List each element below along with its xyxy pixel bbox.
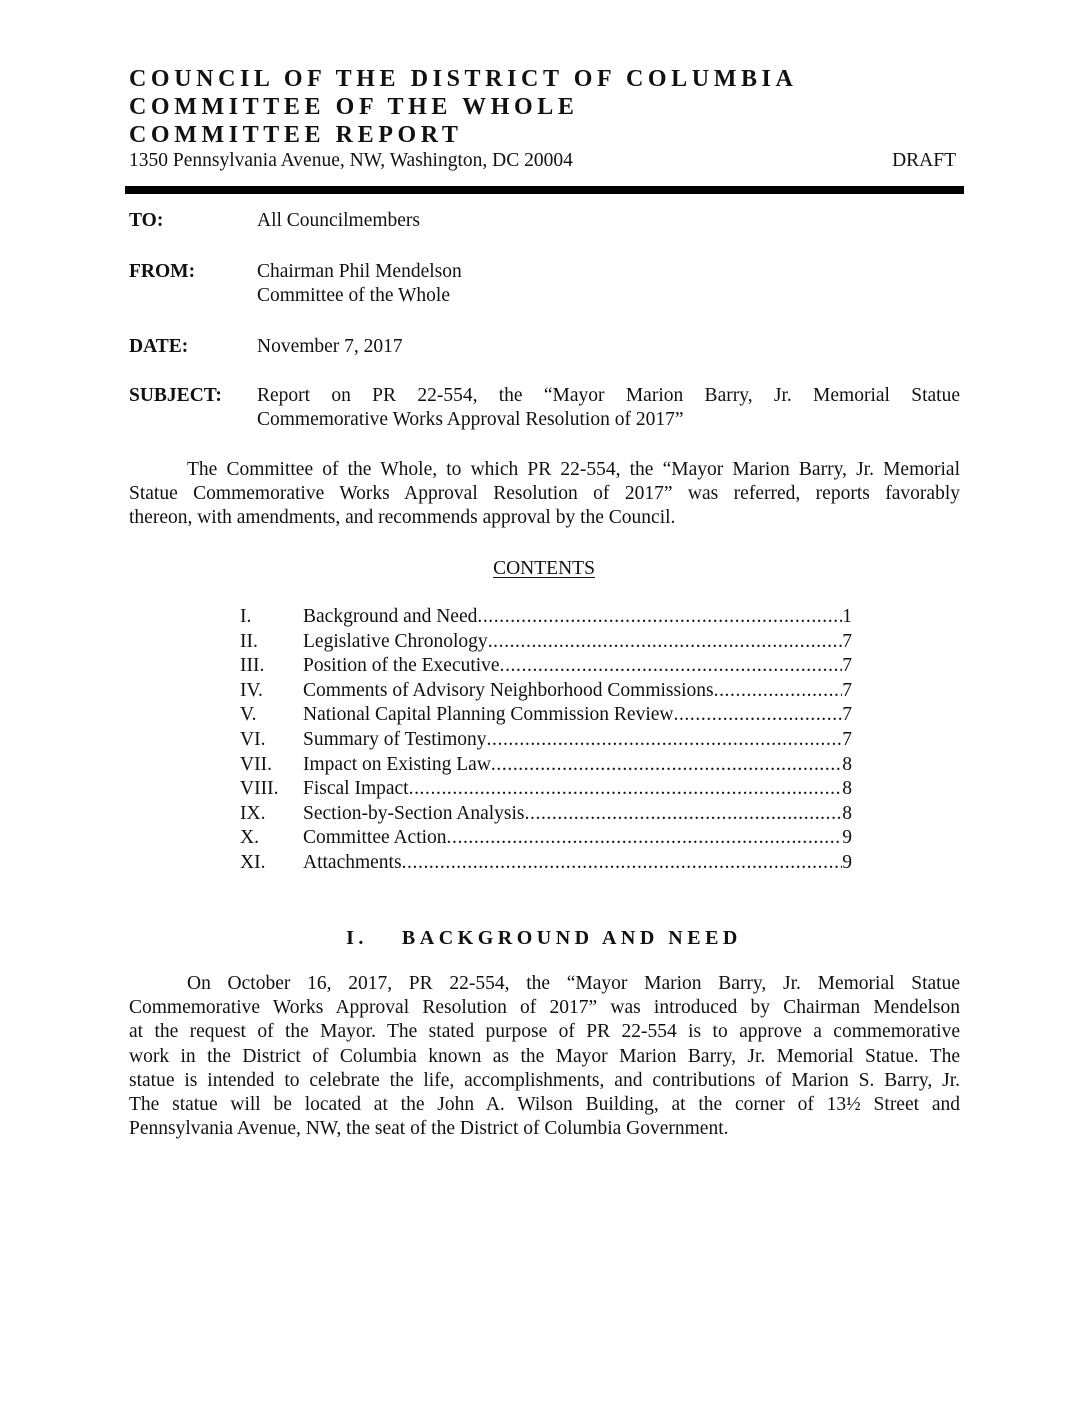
toc-entry-page: 8 bbox=[842, 802, 852, 824]
toc-entry-number: III. bbox=[240, 655, 265, 677]
draft-status-label: DRAFT bbox=[892, 150, 956, 171]
body-line: statue is intended to celebrate the life, accomplishments, and contributions of Marion S. Barry, Jr. bbox=[129, 1069, 960, 1091]
toc-entry-number: X. bbox=[240, 827, 259, 849]
council-address: 1350 Pennsylvania Avenue, NW, Washington, DC 20004 bbox=[129, 150, 573, 171]
toc-entry bbox=[240, 654, 852, 679]
toc-entry-number: IX. bbox=[240, 802, 266, 824]
toc-entry bbox=[240, 728, 852, 753]
toc-entry bbox=[240, 605, 852, 630]
toc-entry bbox=[240, 703, 852, 728]
table-of-contents bbox=[240, 605, 852, 876]
toc-entry-body bbox=[303, 753, 852, 777]
toc-entry bbox=[240, 630, 852, 655]
committee-name-heading: COMMITTEE OF THE WHOLE bbox=[129, 94, 579, 120]
toc-entry bbox=[240, 802, 852, 827]
section-number: I. bbox=[346, 927, 368, 949]
toc-entry-page: 8 bbox=[842, 778, 852, 800]
intro-paragraph bbox=[129, 458, 960, 531]
section-heading bbox=[0, 926, 1088, 950]
toc-entry-page: 7 bbox=[842, 655, 852, 677]
contents-title: CONTENTS bbox=[493, 558, 595, 579]
toc-entry-number: I. bbox=[240, 606, 252, 627]
toc-leader-dots bbox=[714, 679, 843, 703]
toc-entry-number: VI. bbox=[240, 728, 266, 750]
toc-entry-body bbox=[303, 679, 852, 703]
toc-entry-title: Comments of Advisory Neighborhood Commissions bbox=[303, 679, 714, 701]
toc-entry bbox=[240, 679, 852, 704]
toc-entry-number: XI. bbox=[240, 851, 266, 873]
toc-entry-body bbox=[303, 654, 852, 678]
subject-line: Commemorative Works Approval Resolution of 2017” bbox=[257, 409, 684, 430]
toc-leader-dots bbox=[491, 753, 842, 777]
toc-entry-title: Position of the Executive bbox=[303, 655, 500, 677]
date-label: DATE: bbox=[129, 336, 189, 357]
toc-entry-number: VII. bbox=[240, 753, 272, 775]
council-name-heading: COUNCIL OF THE DISTRICT OF COLUMBIA bbox=[129, 66, 798, 92]
toc-entry-body bbox=[303, 630, 852, 654]
from-committee: Committee of the Whole bbox=[257, 285, 450, 306]
intro-line: thereon, with amendments, and recommends approval by the Council. bbox=[129, 507, 676, 529]
toc-leader-dots bbox=[477, 605, 842, 629]
intro-line: Statue Commemorative Works Approval Resolution of 2017” was referred, reports favorably bbox=[129, 483, 960, 505]
toc-entry-title: Fiscal Impact bbox=[303, 778, 409, 800]
toc-entry-title: Attachments bbox=[303, 851, 402, 873]
to-label: TO: bbox=[129, 210, 164, 231]
background-paragraph bbox=[129, 972, 960, 1141]
body-line: The statue will be located at the John A. Wilson Building, at the corner of 13½ Street and bbox=[129, 1094, 960, 1116]
toc-leader-dots bbox=[673, 703, 842, 727]
toc-entry-body bbox=[303, 826, 852, 850]
toc-entry-page: 8 bbox=[842, 753, 852, 775]
toc-entry-page: 1 bbox=[842, 606, 852, 627]
toc-entry-title: Section-by-Section Analysis bbox=[303, 802, 525, 824]
toc-entry-page: 7 bbox=[842, 704, 852, 726]
toc-entry bbox=[240, 753, 852, 778]
toc-leader-dots bbox=[447, 826, 843, 850]
from-value bbox=[257, 260, 960, 308]
subject-line: Report on PR 22-554, the “Mayor Marion Barry, Jr. Memorial Statue bbox=[257, 385, 960, 406]
date-value: November 7, 2017 bbox=[257, 336, 403, 357]
section-title: BACKGROUND AND NEED bbox=[401, 927, 742, 949]
toc-entry-title: Impact on Existing Law bbox=[303, 753, 491, 775]
body-line: at the request of the Mayor. The stated purpose of PR 22-554 is to approve a commemorative bbox=[129, 1021, 960, 1043]
toc-entry bbox=[240, 826, 852, 851]
toc-entry-page: 7 bbox=[842, 630, 852, 652]
toc-entry-body bbox=[303, 851, 852, 875]
toc-entry-page: 7 bbox=[842, 728, 852, 750]
toc-entry-title: Summary of Testimony bbox=[303, 728, 487, 750]
toc-entry-title: Legislative Chronology bbox=[303, 630, 488, 652]
from-label: FROM: bbox=[129, 261, 196, 282]
toc-leader-dots bbox=[525, 802, 843, 826]
toc-entry-body bbox=[303, 605, 852, 629]
body-line: work in the District of Columbia known as the Mayor Marion Barry, Jr. Memorial Statue. The bbox=[129, 1045, 960, 1067]
body-line: On October 16, 2017, PR 22-554, the “Mayor Marion Barry, Jr. Memorial Statue bbox=[187, 973, 960, 994]
toc-leader-dots bbox=[402, 851, 843, 875]
toc-leader-dots bbox=[488, 630, 843, 654]
toc-entry-body bbox=[303, 703, 852, 727]
toc-entry-number: II. bbox=[240, 630, 258, 652]
from-name: Chairman Phil Mendelson bbox=[257, 261, 462, 282]
toc-entry-body bbox=[303, 728, 852, 752]
report-type-heading: COMMITTEE REPORT bbox=[129, 122, 463, 148]
toc-entry bbox=[240, 851, 852, 876]
body-line: Commemorative Works Approval Resolution of 2017” was introduced by Chairman Mendelson bbox=[129, 997, 960, 1019]
toc-entry-title: Committee Action bbox=[303, 827, 447, 849]
intro-line: The Committee of the Whole, to which PR 22-554, the “Mayor Marion Barry, Jr. Memorial bbox=[187, 459, 960, 480]
toc-leader-dots bbox=[500, 654, 843, 678]
toc-entry-number: IV. bbox=[240, 679, 263, 701]
toc-entry-title: Background and Need bbox=[303, 606, 478, 627]
toc-entry bbox=[240, 777, 852, 802]
toc-entry-page: 9 bbox=[842, 851, 852, 873]
toc-entry-body bbox=[303, 777, 852, 801]
body-line: Pennsylvania Avenue, NW, the seat of the District of Columbia Government. bbox=[129, 1118, 729, 1140]
subject-value bbox=[257, 384, 960, 432]
toc-entry-title: National Capital Planning Commission Review bbox=[303, 704, 674, 726]
header-rule bbox=[125, 186, 964, 194]
toc-leader-dots bbox=[409, 777, 843, 801]
contents-heading bbox=[0, 557, 1088, 581]
subject-label: SUBJECT: bbox=[129, 385, 222, 406]
toc-entry-page: 7 bbox=[842, 679, 852, 701]
toc-leader-dots bbox=[487, 728, 843, 752]
toc-entry-number: VIII. bbox=[240, 778, 279, 800]
toc-entry-body bbox=[303, 802, 852, 826]
to-value: All Councilmembers bbox=[257, 210, 421, 231]
toc-entry-number: V. bbox=[240, 704, 257, 726]
toc-entry-page: 9 bbox=[842, 827, 852, 849]
